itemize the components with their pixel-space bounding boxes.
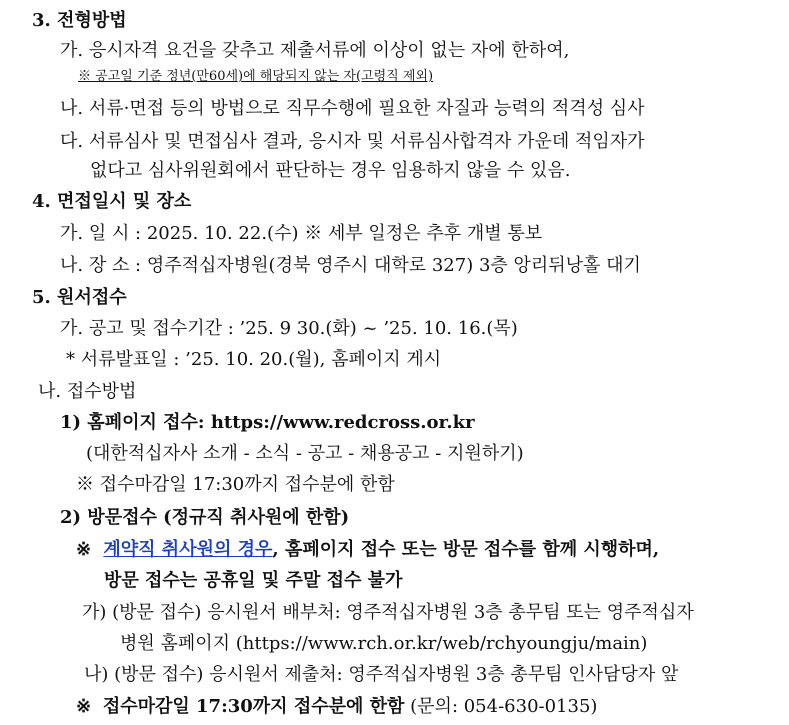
section-4-item-na: 나. 장 소 : 영주적십자병원(경북 영주시 대학로 327) 3층 앙리뒤낭홀 대기 <box>60 255 641 276</box>
section-4-title: 4. 면접일시 및 장소 <box>32 191 192 212</box>
section-5-item-na: 나. 접수방법 <box>38 381 137 402</box>
notice-text: , 홈페이지 접수 또는 방문 접수를 함께 시행하며, <box>272 539 660 560</box>
method-1-title: 1) 홈페이지 접수: https://www.redcross.or.kr <box>60 412 475 433</box>
visit-ga-line2: 병원 홈페이지 (https://www.rch.or.kr/web/rchyoungju/main) <box>120 633 648 654</box>
final-note <box>76 694 597 720</box>
section-4-item-ga: 가. 일 시 : 2025. 10. 22.(수) ※ 세부 일정은 추후 개별 통보 <box>60 223 543 244</box>
method-1-path: (대한적십자사 소개 - 소식 - 공고 - 채용공고 - 지원하기) <box>86 443 524 464</box>
section-3-note: ※ 공고일 기준 정년(만60세)에 해당되지 않는 자(고령직 제외) <box>78 69 434 84</box>
visit-na-line: 나) (방문 접수) 응시원서 제출처: 영주적십자병원 3층 총무팀 인사담당자 앞 <box>84 664 679 685</box>
notice-mark: ※ <box>76 539 92 560</box>
final-note-contact: (문의: 054-630-0135) <box>404 696 598 717</box>
final-note-mark: ※ <box>76 696 92 717</box>
method-1-note: ※ 접수마감일 17:30까지 접수분에 한함 <box>76 474 395 495</box>
section-5-ga-note: * 서류발표일 : ’25. 10. 20.(월), 홈페이지 게시 <box>66 349 442 370</box>
visit-ga-line1: 가) (방문 접수) 응시원서 배부처: 영주적십자병원 3층 총무팀 또는 영주적십자 <box>82 602 694 623</box>
section-3-item-ga: 가. 응시자격 요건을 갖추고 제출서류에 이상이 없는 자에 한하여, <box>60 40 570 61</box>
method-2-notice-line1 <box>76 537 659 563</box>
section-3-item-da-line1: 다. 서류심사 및 면접심사 결과, 응시자 및 서류심사합격자 가운데 적임자가 <box>60 131 645 152</box>
method-2-notice-line2: 방문 접수는 공휴일 및 주말 접수 불가 <box>104 570 403 591</box>
section-3-item-na: 나. 서류·면접 등의 방법으로 직무수행에 필요한 자질과 능력의 적격성 심사 <box>60 98 645 119</box>
method-2-title: 2) 방문접수 (정규직 취사원에 한함) <box>60 507 350 528</box>
section-5-title: 5. 원서접수 <box>32 287 127 308</box>
section-3-item-da-line2: 없다고 심사위원회에서 판단하는 경우 임용하지 않을 수 있음. <box>90 160 571 181</box>
section-3-title: 3. 전형방법 <box>32 10 127 31</box>
section-5-item-ga: 가. 공고 및 접수기간 : ’25. 9 30.(화) ~ ’25. 10. 16.(목) <box>60 318 518 339</box>
final-note-deadline: 접수마감일 17:30까지 접수분에 한함 <box>102 696 405 717</box>
contract-cook-link[interactable]: 계약직 취사원의 경우 <box>103 539 273 560</box>
